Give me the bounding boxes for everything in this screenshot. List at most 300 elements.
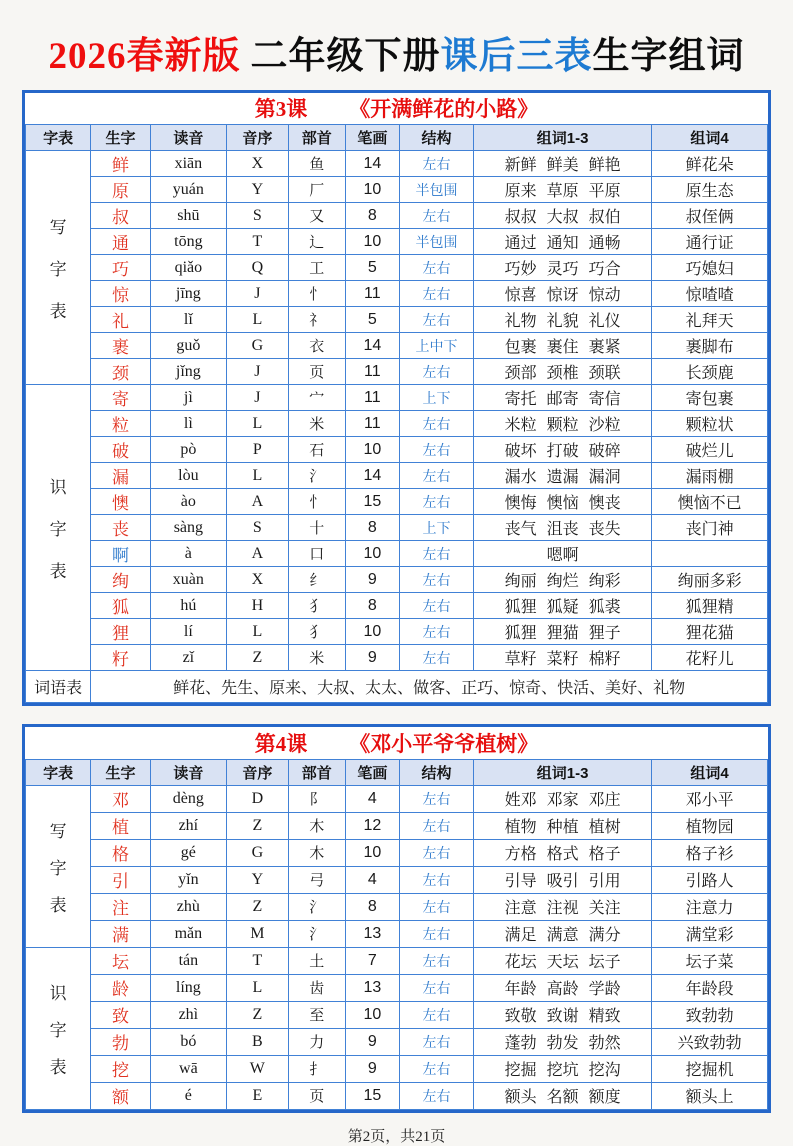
cell-word4: 挖掘机: [652, 1055, 768, 1082]
table-row: [26, 203, 768, 229]
cell-structure: 上下: [399, 515, 473, 541]
table-row: [26, 463, 768, 489]
cell-structure: 左右: [399, 1055, 473, 1082]
column-header-5: 笔画: [345, 125, 399, 151]
cell-initial: A: [227, 489, 289, 515]
cell-word4: [652, 541, 768, 567]
cell-char: 破: [91, 437, 150, 463]
cell-char: 植: [91, 812, 150, 839]
cell-strokes: 15: [345, 489, 399, 515]
section-label: [26, 151, 91, 385]
cell-strokes: 11: [345, 385, 399, 411]
cell-pinyin: é: [150, 1082, 226, 1109]
cell-initial: J: [227, 281, 289, 307]
cell-strokes: 4: [345, 785, 399, 812]
cell-radical: 忄: [288, 489, 345, 515]
cell-strokes: 9: [345, 567, 399, 593]
table-row: [26, 893, 768, 920]
table-title-cell: [26, 93, 768, 125]
column-header-1: 生字: [91, 125, 150, 151]
column-header-row: [26, 759, 768, 785]
page-title: [0, 0, 793, 79]
column-header-5: 笔画: [345, 759, 399, 785]
cell-word4: 漏雨棚: [652, 463, 768, 489]
cell-radical: 扌: [288, 1055, 345, 1082]
table-row: [26, 307, 768, 333]
cell-char: 啊: [91, 541, 150, 567]
cell-initial: A: [227, 541, 289, 567]
cell-word4: 长颈鹿: [652, 359, 768, 385]
cell-radical: 木: [288, 839, 345, 866]
cell-radical: 犭: [288, 593, 345, 619]
cell-char: 寄: [91, 385, 150, 411]
cell-structure: 左右: [399, 974, 473, 1001]
label-char: 识: [49, 983, 67, 1003]
table-row: [26, 1028, 768, 1055]
cell-initial: Y: [227, 866, 289, 893]
cell-word4: 格子衫: [652, 839, 768, 866]
cell-structure: 左右: [399, 463, 473, 489]
cell-strokes: 11: [345, 281, 399, 307]
table-row: [26, 645, 768, 671]
table-row: [26, 1082, 768, 1109]
cell-pinyin: ào: [150, 489, 226, 515]
cell-pinyin: gé: [150, 839, 226, 866]
table-row: [26, 229, 768, 255]
table-row: [26, 411, 768, 437]
column-header-3: 音序: [227, 759, 289, 785]
table-row: [26, 489, 768, 515]
cell-word4: 满堂彩: [652, 920, 768, 947]
section-label: [26, 785, 91, 947]
cell-char: 裹: [91, 333, 150, 359]
cell-initial: G: [227, 839, 289, 866]
cell-strokes: 10: [345, 541, 399, 567]
cell-structure: 左右: [399, 541, 473, 567]
table-row: [26, 839, 768, 866]
column-header-0: 字表: [26, 759, 91, 785]
cell-word4: 花籽儿: [652, 645, 768, 671]
table-title-row: [26, 727, 768, 759]
table-title-cell: [26, 727, 768, 759]
cell-pinyin: lòu: [150, 463, 226, 489]
cell-strokes: 10: [345, 229, 399, 255]
cell-pinyin: qiǎo: [150, 255, 226, 281]
cell-words: 致敬 致谢 精致: [474, 1001, 652, 1028]
cell-structure: 半包围: [399, 177, 473, 203]
table-row: [26, 619, 768, 645]
cell-word4: 丧门神: [652, 515, 768, 541]
cell-strokes: 15: [345, 1082, 399, 1109]
cell-char: 通: [91, 229, 150, 255]
cell-char: 叔: [91, 203, 150, 229]
cell-initial: X: [227, 151, 289, 177]
cell-initial: L: [227, 307, 289, 333]
cell-words: 注意 注视 关注: [474, 893, 652, 920]
cell-radical: 米: [288, 645, 345, 671]
cell-structure: 左右: [399, 1082, 473, 1109]
cell-structure: 左右: [399, 645, 473, 671]
cell-words: 丧气 沮丧 丧失: [474, 515, 652, 541]
cell-radical: 氵: [288, 463, 345, 489]
cell-word4: 寄包裹: [652, 385, 768, 411]
title-suffix: 生字组词: [592, 36, 745, 77]
cell-words: 花坛 天坛 坛子: [474, 947, 652, 974]
cell-strokes: 8: [345, 893, 399, 920]
cell-word4: 兴致勃勃: [652, 1028, 768, 1055]
cell-char: 引: [91, 866, 150, 893]
cell-pinyin: zhù: [150, 893, 226, 920]
cell-word4: 致勃勃: [652, 1001, 768, 1028]
cell-radical: 十: [288, 515, 345, 541]
cell-strokes: 7: [345, 947, 399, 974]
cell-char: 粒: [91, 411, 150, 437]
cell-initial: L: [227, 619, 289, 645]
cell-structure: 左右: [399, 489, 473, 515]
cell-word4: 绚丽多彩: [652, 567, 768, 593]
table-row: [26, 333, 768, 359]
cell-word4: 邓小平: [652, 785, 768, 812]
cell-word4: 年龄段: [652, 974, 768, 1001]
cell-words: 挖掘 挖坑 挖沟: [474, 1055, 652, 1082]
table-row: [26, 947, 768, 974]
cell-radical: 忄: [288, 281, 345, 307]
cell-char: 满: [91, 920, 150, 947]
cell-radical: 衣: [288, 333, 345, 359]
cell-word4: 叔侄俩: [652, 203, 768, 229]
label-char: 字: [49, 1020, 67, 1040]
cell-word4: 裹脚布: [652, 333, 768, 359]
cell-strokes: 9: [345, 1055, 399, 1082]
cell-words: 新鲜 鲜美 鲜艳: [474, 151, 652, 177]
label-char: 字: [49, 520, 67, 540]
cell-pinyin: lǐ: [150, 307, 226, 333]
label-char: 表: [49, 1057, 67, 1077]
cell-words: 狐狸 狸猫 狸子: [474, 619, 652, 645]
cell-structure: 左右: [399, 593, 473, 619]
cell-structure: 左右: [399, 203, 473, 229]
page-number: 第2页，共21页: [347, 1128, 446, 1145]
cell-strokes: 14: [345, 333, 399, 359]
cell-structure: 左右: [399, 839, 473, 866]
cell-pinyin: zǐ: [150, 645, 226, 671]
table-row: [26, 785, 768, 812]
table-title: [28, 728, 766, 758]
cell-word4: 狐狸精: [652, 593, 768, 619]
cell-radical: 木: [288, 812, 345, 839]
cell-structure: 左右: [399, 359, 473, 385]
cell-structure: 左右: [399, 151, 473, 177]
cell-strokes: 10: [345, 1001, 399, 1028]
cell-initial: J: [227, 385, 289, 411]
cell-char: 籽: [91, 645, 150, 671]
column-header-6: 结构: [399, 759, 473, 785]
cell-strokes: 14: [345, 151, 399, 177]
cell-initial: Z: [227, 893, 289, 920]
cell-radical: 纟: [288, 567, 345, 593]
cell-radical: 氵: [288, 920, 345, 947]
label-char: 字: [49, 260, 67, 280]
cell-initial: D: [227, 785, 289, 812]
cell-initial: S: [227, 203, 289, 229]
cell-char: 格: [91, 839, 150, 866]
cell-radical: 又: [288, 203, 345, 229]
cell-initial: W: [227, 1055, 289, 1082]
section-label-text: [28, 817, 88, 916]
cell-initial: X: [227, 567, 289, 593]
cell-words: 包裹 裹住 裹紧: [474, 333, 652, 359]
cell-structure: 左右: [399, 255, 473, 281]
cell-char: 原: [91, 177, 150, 203]
cell-initial: B: [227, 1028, 289, 1055]
cell-structure: 左右: [399, 619, 473, 645]
cell-pinyin: lì: [150, 411, 226, 437]
cell-word4: 懊恼不已: [652, 489, 768, 515]
cell-strokes: 12: [345, 812, 399, 839]
cell-strokes: 13: [345, 974, 399, 1001]
cell-initial: M: [227, 920, 289, 947]
column-header-6: 结构: [399, 125, 473, 151]
cell-initial: Q: [227, 255, 289, 281]
cell-pinyin: dèng: [150, 785, 226, 812]
cell-strokes: 11: [345, 359, 399, 385]
cell-char: 丧: [91, 515, 150, 541]
cell-word4: 引路人: [652, 866, 768, 893]
cell-strokes: 5: [345, 255, 399, 281]
cell-pinyin: xuàn: [150, 567, 226, 593]
cell-initial: G: [227, 333, 289, 359]
cell-structure: 左右: [399, 411, 473, 437]
column-header-7: 组词1-3: [474, 125, 652, 151]
section-label: [26, 385, 91, 671]
cell-word4: 惊喳喳: [652, 281, 768, 307]
title-edition: 2026春新版: [48, 36, 241, 77]
column-header-0: 字表: [26, 125, 91, 151]
cell-pinyin: guǒ: [150, 333, 226, 359]
cell-initial: S: [227, 515, 289, 541]
table-row: [26, 567, 768, 593]
words-list-content: 鲜花、先生、原来、大叔、太太、做客、正巧、惊奇、快活、美好、礼物: [91, 671, 768, 703]
cell-strokes: 9: [345, 645, 399, 671]
cell-char: 勃: [91, 1028, 150, 1055]
column-header-8: 组词4: [652, 125, 768, 151]
table-row: [26, 920, 768, 947]
cell-char: 挖: [91, 1055, 150, 1082]
table-title-row: [26, 93, 768, 125]
cell-structure: 左右: [399, 307, 473, 333]
cell-word4: 注意力: [652, 893, 768, 920]
cell-char: 懊: [91, 489, 150, 515]
cell-word4: 鲜花朵: [652, 151, 768, 177]
cell-pinyin: yǐn: [150, 866, 226, 893]
cell-radical: 至: [288, 1001, 345, 1028]
cell-words: 漏水 遗漏 漏洞: [474, 463, 652, 489]
cell-initial: L: [227, 463, 289, 489]
table-row: [26, 812, 768, 839]
cell-word4: 原生态: [652, 177, 768, 203]
label-char: 写: [49, 821, 67, 841]
cell-words: 额头 名额 额度: [474, 1082, 652, 1109]
cell-words: 植物 种植 植树: [474, 812, 652, 839]
cell-words: 蓬勃 勃发 勃然: [474, 1028, 652, 1055]
cell-words: 寄托 邮寄 寄信: [474, 385, 652, 411]
cell-radical: 氵: [288, 893, 345, 920]
cell-initial: Z: [227, 1001, 289, 1028]
cell-words: 引导 吸引 引用: [474, 866, 652, 893]
cell-initial: L: [227, 974, 289, 1001]
cell-radical: 弓: [288, 866, 345, 893]
cell-radical: 宀: [288, 385, 345, 411]
cell-words: 米粒 颗粒 沙粒: [474, 411, 652, 437]
cell-strokes: 10: [345, 839, 399, 866]
cell-strokes: 8: [345, 203, 399, 229]
title-grade: 二年级下册: [250, 36, 441, 77]
cell-words: 惊喜 惊讶 惊动: [474, 281, 652, 307]
cell-char: 注: [91, 893, 150, 920]
cell-strokes: 5: [345, 307, 399, 333]
cell-radical: 页: [288, 1082, 345, 1109]
cell-words: 叔叔 大叔 叔伯: [474, 203, 652, 229]
label-char: 表: [49, 895, 67, 915]
cell-pinyin: mǎn: [150, 920, 226, 947]
section-label-text: [28, 213, 88, 322]
cell-initial: J: [227, 359, 289, 385]
cell-radical: 石: [288, 437, 345, 463]
cell-radical: 土: [288, 947, 345, 974]
table-title: [28, 93, 766, 123]
cell-strokes: 11: [345, 411, 399, 437]
cell-char: 邓: [91, 785, 150, 812]
title-highlight: 课后三表: [440, 36, 593, 77]
cell-strokes: 10: [345, 619, 399, 645]
cell-pinyin: hú: [150, 593, 226, 619]
cell-words: 狐狸 狐疑 狐裘: [474, 593, 652, 619]
cell-strokes: 8: [345, 593, 399, 619]
cell-initial: Z: [227, 812, 289, 839]
cell-radical: 米: [288, 411, 345, 437]
cell-word4: 坛子菜: [652, 947, 768, 974]
column-header-4: 部首: [288, 759, 345, 785]
column-header-4: 部首: [288, 125, 345, 151]
cell-radical: 犭: [288, 619, 345, 645]
cell-structure: 左右: [399, 567, 473, 593]
cell-pinyin: pò: [150, 437, 226, 463]
cell-char: 坛: [91, 947, 150, 974]
cell-word4: 通行证: [652, 229, 768, 255]
table-row: [26, 281, 768, 307]
table-row: [26, 385, 768, 411]
cell-word4: 颗粒状: [652, 411, 768, 437]
column-header-1: 生字: [91, 759, 150, 785]
words-list-row: [26, 671, 768, 703]
cell-char: 巧: [91, 255, 150, 281]
column-header-3: 音序: [227, 125, 289, 151]
cell-char: 惊: [91, 281, 150, 307]
cell-structure: 左右: [399, 1028, 473, 1055]
cell-words: 方格 格式 格子: [474, 839, 652, 866]
cell-radical: 鱼: [288, 151, 345, 177]
cell-char: 狐: [91, 593, 150, 619]
cell-structure: 左右: [399, 437, 473, 463]
cell-char: 鲜: [91, 151, 150, 177]
cell-words: 姓邓 邓家 邓庄: [474, 785, 652, 812]
cell-char: 礼: [91, 307, 150, 333]
table-row: [26, 1001, 768, 1028]
cell-pinyin: zhì: [150, 1001, 226, 1028]
vocab-table: [25, 727, 768, 1110]
cell-words: 巧妙 灵巧 巧合: [474, 255, 652, 281]
cell-char: 漏: [91, 463, 150, 489]
cell-pinyin: bó: [150, 1028, 226, 1055]
cell-word4: 额头上: [652, 1082, 768, 1109]
cell-words: 颈部 颈椎 颈联: [474, 359, 652, 385]
column-header-2: 读音: [150, 759, 226, 785]
cell-pinyin: shū: [150, 203, 226, 229]
cell-pinyin: líng: [150, 974, 226, 1001]
cell-char: 额: [91, 1082, 150, 1109]
cell-pinyin: jīng: [150, 281, 226, 307]
cell-pinyin: tán: [150, 947, 226, 974]
cell-pinyin: xiān: [150, 151, 226, 177]
table-row: [26, 177, 768, 203]
column-header-row: [26, 125, 768, 151]
table-row: [26, 541, 768, 567]
cell-pinyin: lí: [150, 619, 226, 645]
cell-initial: H: [227, 593, 289, 619]
cell-structure: 左右: [399, 866, 473, 893]
cell-strokes: 13: [345, 920, 399, 947]
page-footer: [0, 1125, 793, 1146]
section-label-text: [28, 473, 88, 582]
cell-words: 年龄 高龄 学龄: [474, 974, 652, 1001]
cell-char: 颈: [91, 359, 150, 385]
table-row: [26, 866, 768, 893]
cell-strokes: 14: [345, 463, 399, 489]
words-list-label: 词语表: [26, 671, 91, 703]
cell-word4: 破烂儿: [652, 437, 768, 463]
cell-radical: 工: [288, 255, 345, 281]
label-char: 表: [49, 302, 67, 322]
cell-strokes: 10: [345, 177, 399, 203]
section-label-text: [28, 979, 88, 1078]
cell-structure: 左右: [399, 281, 473, 307]
table-row: [26, 515, 768, 541]
cell-strokes: 4: [345, 866, 399, 893]
cell-strokes: 10: [345, 437, 399, 463]
cell-words: 懊悔 懊恼 懊丧: [474, 489, 652, 515]
cell-structure: 半包围: [399, 229, 473, 255]
label-char: 识: [49, 478, 67, 498]
cell-radical: 阝: [288, 785, 345, 812]
lesson-table-4: [22, 724, 771, 1113]
label-char: 字: [49, 858, 67, 878]
cell-radical: 厂: [288, 177, 345, 203]
column-header-8: 组词4: [652, 759, 768, 785]
column-header-2: 读音: [150, 125, 226, 151]
cell-structure: 左右: [399, 920, 473, 947]
cell-strokes: 8: [345, 515, 399, 541]
cell-char: 龄: [91, 974, 150, 1001]
cell-char: 致: [91, 1001, 150, 1028]
cell-initial: L: [227, 411, 289, 437]
cell-initial: Y: [227, 177, 289, 203]
cell-words: 通过 通知 通畅: [474, 229, 652, 255]
cell-word4: 植物园: [652, 812, 768, 839]
cell-words: 嗯啊: [474, 541, 652, 567]
lesson-number: 第4课: [254, 731, 308, 756]
cell-radical: 辶: [288, 229, 345, 255]
cell-initial: P: [227, 437, 289, 463]
